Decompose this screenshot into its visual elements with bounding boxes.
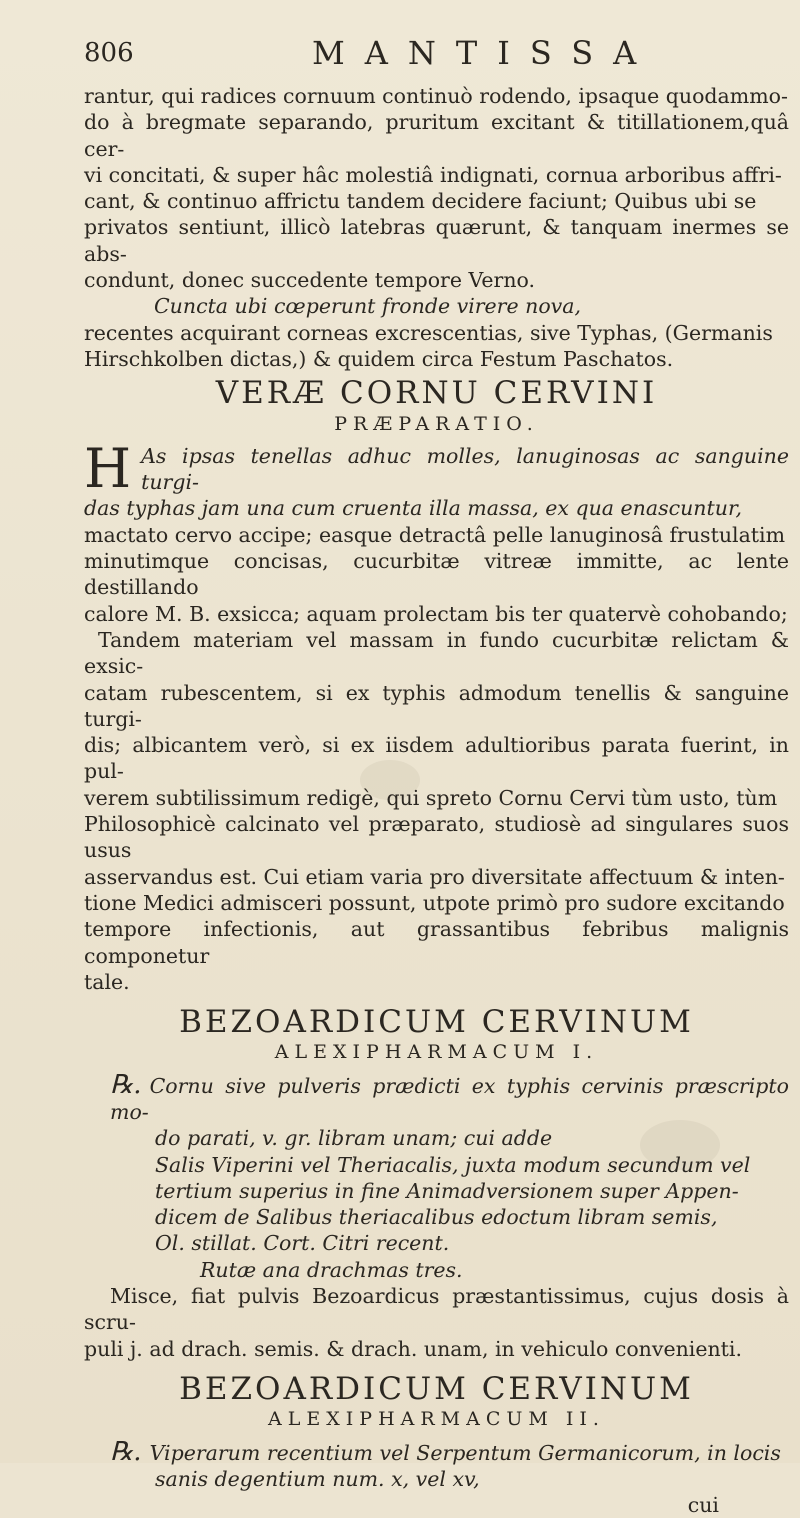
text-line: verem subtilissimum redigè, qui spreto Cornu Cervi tùm usto, tùm — [84, 785, 778, 810]
text-line: minutimque concisas, cucurbitæ vitreæ immitte, ac lente destillando — [84, 549, 789, 600]
text-line: dicem de Salibus theriacalibus edoctum libram semis, — [155, 1205, 718, 1230]
text-line: tale. — [84, 969, 130, 994]
catchword: cui — [687, 1493, 719, 1518]
text-line: do à bregmate separando, pruritum excitant & titillationem,quâ cer- — [84, 110, 789, 161]
drop-cap: H — [84, 436, 132, 500]
page-number: 806 — [84, 38, 134, 68]
text-line: tertium superius in fine Animadversionem super Appen- — [155, 1178, 739, 1203]
text-line: condunt, donec succedente tempore Verno. — [84, 268, 536, 293]
recipe-symbol: ℞. — [110, 1069, 142, 1100]
text-line: privatos sentiunt, illicò latebras quærunt, & tanquam inermes se abs- — [84, 215, 789, 266]
section-subtitle: ALEXIPHARMACUM I. — [274, 1041, 599, 1064]
text-line: mactato cervo accipe; easque detractâ pelle lanuginosâ frustulatim — [84, 522, 786, 547]
section-subtitle: PRÆPARATIO. — [334, 412, 539, 435]
text-line: tione Medici admisceri possunt, utpote primò pro sudore excitando — [84, 890, 785, 915]
page-body — [84, 83, 789, 1518]
page-header — [84, 34, 740, 78]
recipe-1 — [84, 1069, 789, 1283]
section-subtitle: ALEXIPHARMACUM II. — [268, 1408, 605, 1431]
text-line: Hirschkolben dictas,) & quidem circa Festum Paschatos. — [84, 346, 674, 371]
text-line: Ol. stillat. Cort. Citri recent. — [155, 1231, 450, 1256]
text-line: As ipsas tenellas adhuc molles, lanuginosas ac sanguine turgi- — [141, 443, 789, 495]
section-title: BEZOARDICUM CERVINUM — [179, 1370, 694, 1407]
text-line: dis; albicantem verò, si ex iisdem adultioribus parata fuerint, in pul- — [84, 733, 789, 784]
text-line: vi concitati, & super hâc molestiâ indignati, cornua arboribus affri- — [84, 162, 782, 187]
text-line: recentes acquirant corneas excrescentias, sive Typhas, (Germanis — [84, 320, 773, 345]
text-line: Salis Viperini vel Theriacalis, juxta modum secundum vel — [155, 1152, 751, 1177]
recipe-symbol: ℞. — [110, 1436, 142, 1467]
text-line: cant, & continuo affrictu tandem decidere faciunt; Quibus ubi se — [84, 189, 757, 214]
text-line: das typhas jam una cum cruenta illa massa, ex qua enascuntur, — [84, 496, 743, 521]
text-line: asservandus est. Cui etiam varia pro diversitate affectuum & inten- — [84, 864, 785, 889]
text-line: catam rubescentem, si ex typhis admodum tenellis & sanguine turgi- — [84, 680, 789, 731]
text-line: Viperarum recentium vel Serpentum Germanicorum, in locis — [149, 1440, 781, 1465]
recipe-2 — [84, 1436, 789, 1493]
section-title: VERÆ CORNU CERVINI — [215, 375, 658, 412]
text-line: Misce, fiat pulvis Bezoardicus præstantissimus, cujus dosis à scru- — [84, 1284, 789, 1335]
text-line: Tandem materiam vel massam in fundo cucurbitæ relictam & exsic- — [84, 627, 789, 679]
section-title: BEZOARDICUM CERVINUM — [179, 1004, 694, 1041]
text-line: Rutæ ana drachmas tres. — [200, 1257, 463, 1282]
text-line: do parati, v. gr. libram unam; cui adde — [155, 1126, 553, 1151]
text-line: rantur, qui radices cornuum continuò rodendo, ipsaque quodammo- — [84, 84, 788, 108]
text-line: calore M. B. exsicca; aquam prolectam bis ter quatervè cohobando; — [84, 601, 788, 626]
text-line: Philosophicè calcinato vel præparato, studiosè ad singulares suos usus — [84, 812, 789, 863]
preparatio-text — [84, 436, 789, 995]
text-line: sanis degentium num. x, vel xv, — [155, 1466, 480, 1491]
text-line: puli j. ad drach. semis. & drach. unam, in vehiculo convenienti. — [84, 1336, 742, 1361]
running-title: MANTISSA — [312, 34, 657, 72]
verse-line: Cuncta ubi cœperunt fronde virere nova, — [154, 294, 581, 319]
text-line: tempore infectionis, aut grassantibus febribus malignis componetur — [84, 917, 789, 968]
text-line: Cornu sive pulveris prædicti ex typhis cervinis præscripto mo- — [110, 1073, 789, 1124]
